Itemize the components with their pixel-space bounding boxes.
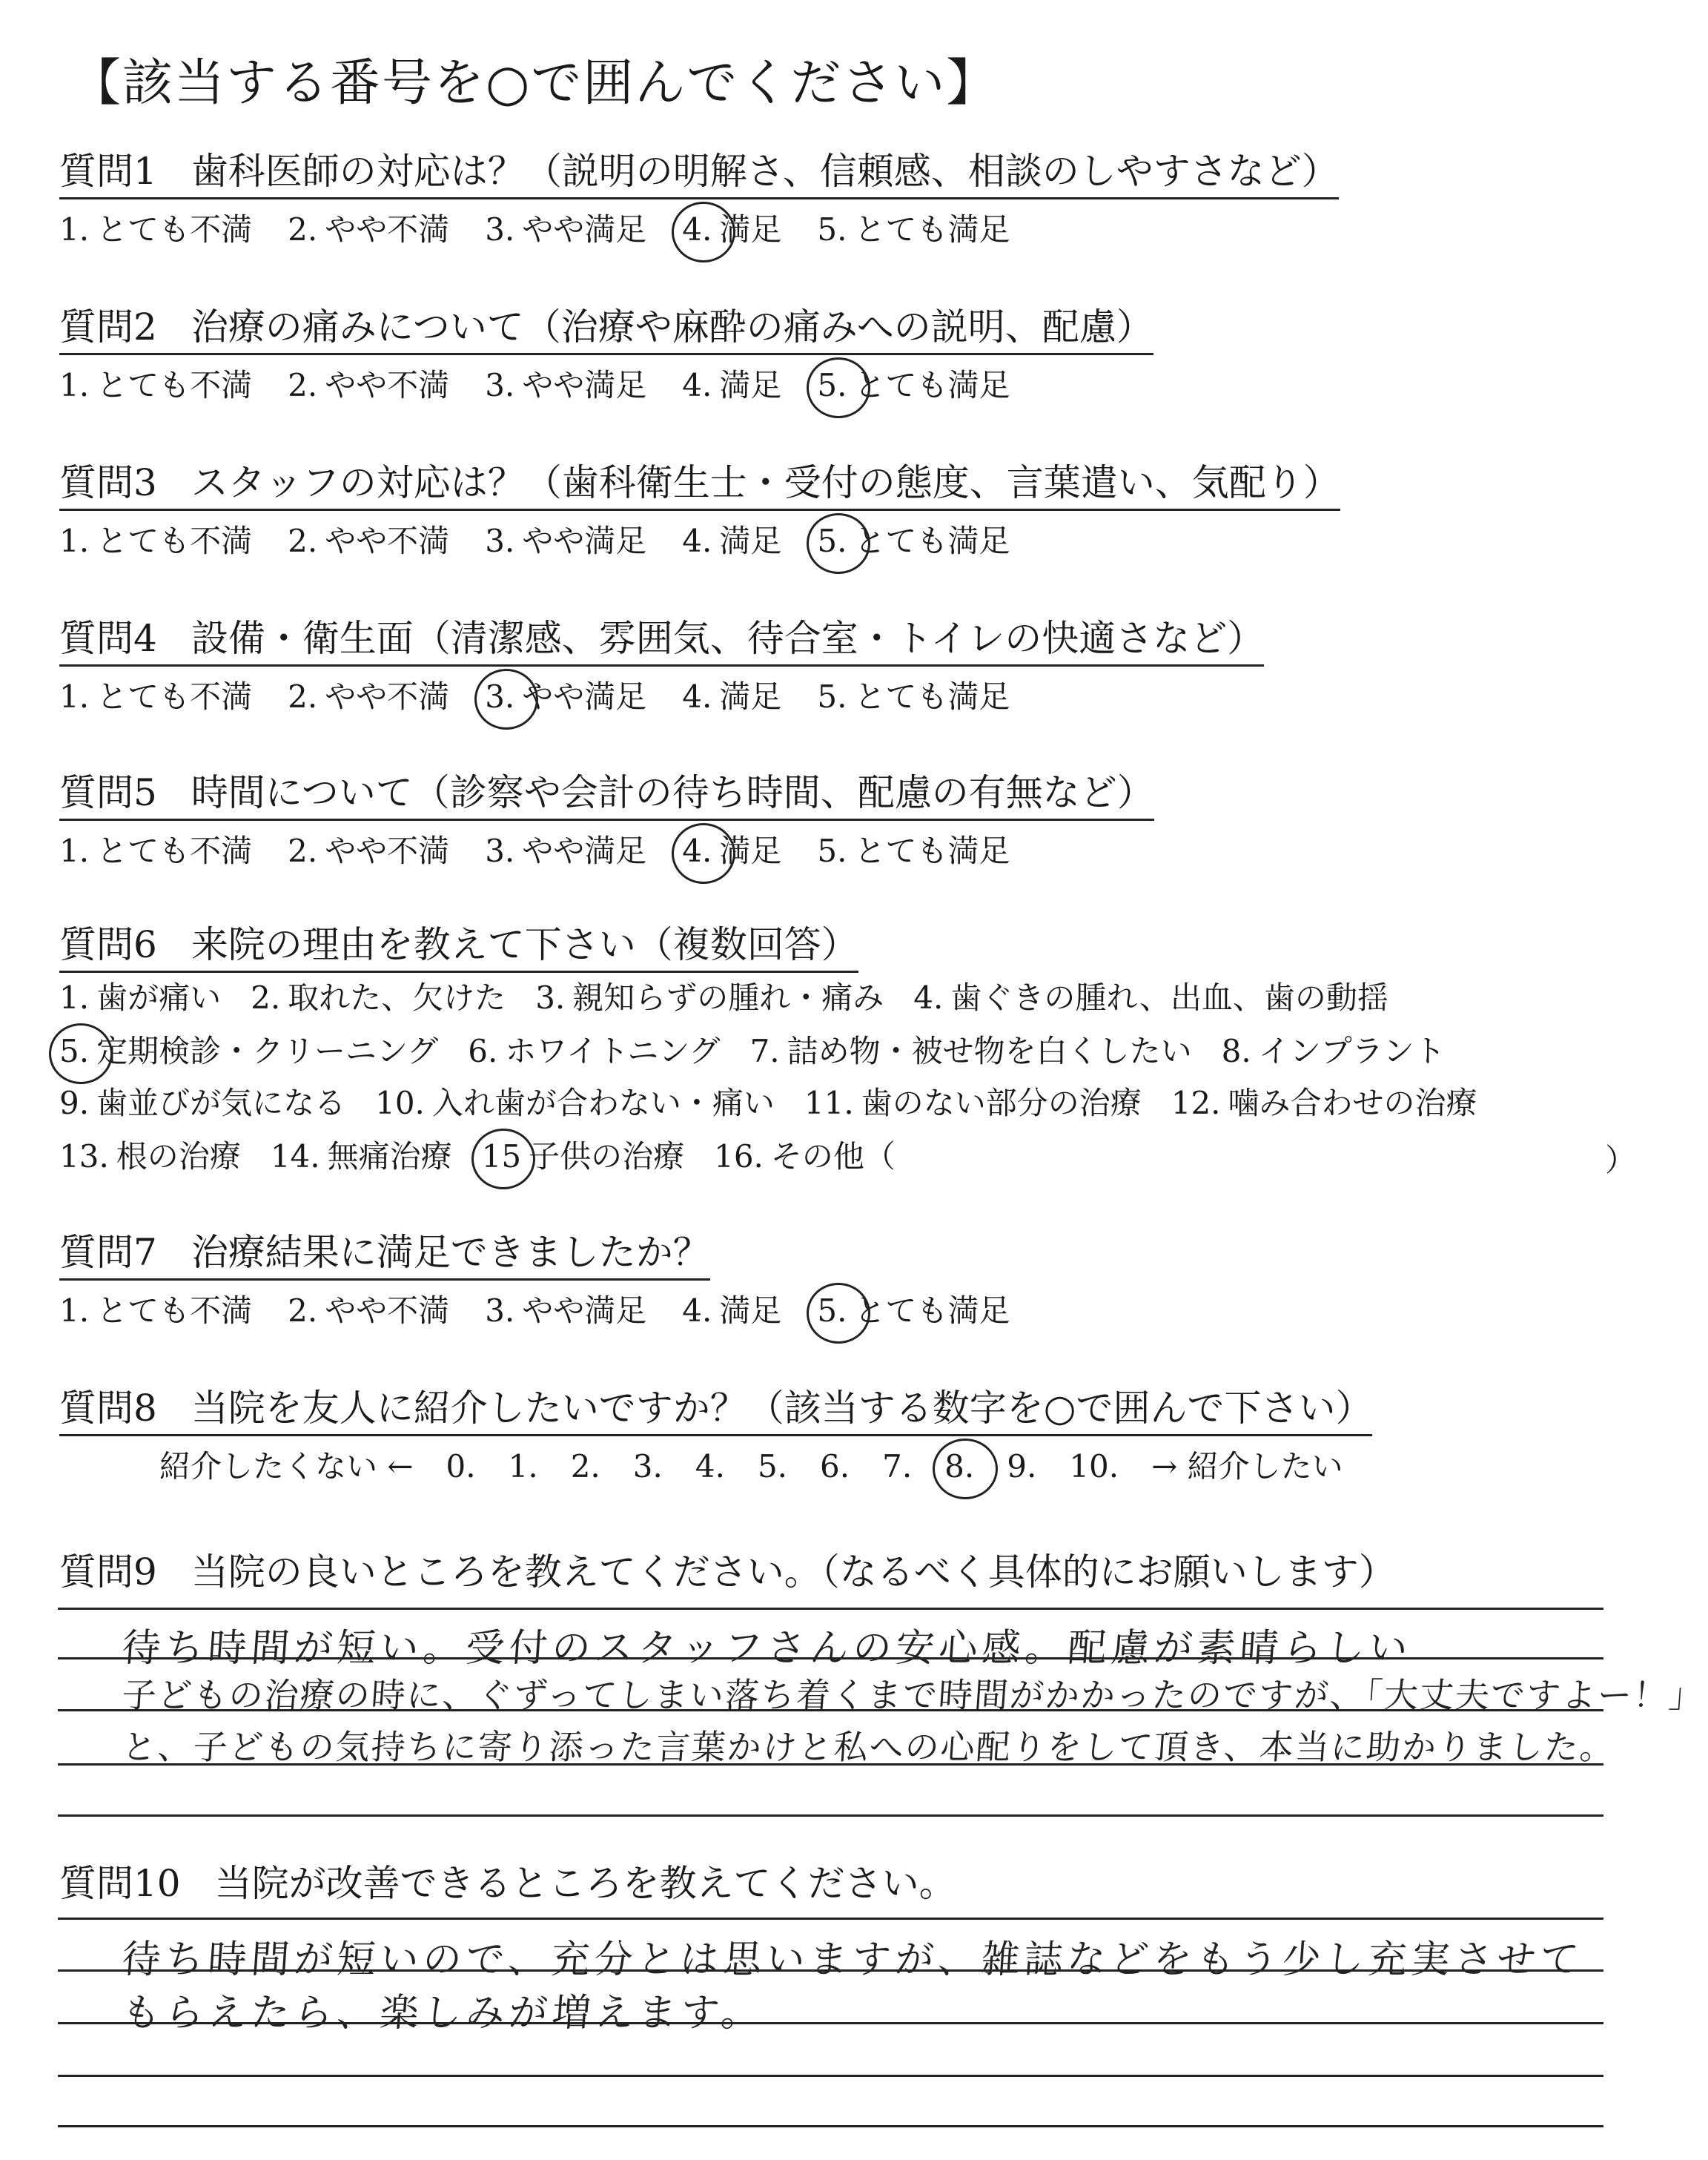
option-number: 4. — [682, 367, 712, 403]
option-number: 5. — [817, 678, 847, 715]
option-number: 16. — [714, 1138, 764, 1175]
question-6-label: 質問6 — [59, 923, 157, 966]
answer-option[interactable] — [59, 676, 252, 718]
option-number: 12. — [1171, 1085, 1221, 1121]
option-number: 15 — [482, 1136, 521, 1178]
scale-number[interactable]: 1. — [508, 1448, 538, 1484]
question-4-options — [59, 676, 1045, 718]
question-10-label: 質問10 — [59, 1862, 181, 1905]
option-label: やや不満 — [325, 833, 450, 869]
option-label: 親知らずの腫れ・痛み — [572, 980, 884, 1016]
answer-option[interactable] — [288, 209, 449, 251]
option-label: とても不満 — [96, 523, 253, 559]
reason-row — [59, 1031, 1475, 1072]
option-label: とても満足 — [854, 211, 1010, 248]
q9-answer-line-2: 子どもの治療の時に、ぐずってしまい落ち着くまで時間がかかったのですが、「大丈夫ですよー！」 — [120, 1675, 1706, 1715]
option-label: とても不満 — [96, 678, 253, 715]
question-7-heading — [59, 1229, 710, 1281]
answer-line — [58, 1814, 1603, 1817]
scale-number[interactable]: 8. — [944, 1446, 974, 1487]
answer-option[interactable] — [682, 521, 781, 562]
option-label: やや不満 — [325, 678, 450, 715]
reason-option[interactable] — [804, 1083, 1142, 1124]
option-label: 定期検診・クリーニング — [96, 1033, 439, 1069]
option-number: 3. — [485, 211, 515, 248]
option-label: とても満足 — [854, 833, 1010, 869]
option-number: 1. — [59, 523, 90, 559]
question-10-text: 当院が改善できるところを教えてください。 — [214, 1862, 956, 1905]
scale-right-label: → 紹介したい — [1151, 1448, 1343, 1484]
answer-option[interactable] — [288, 521, 449, 562]
option-number: 5. — [817, 1290, 847, 1332]
question-7-label: 質問7 — [59, 1231, 157, 1274]
option-label: 詰め物・被せ物を白くしたい — [787, 1033, 1192, 1069]
option-number: 5. — [817, 211, 847, 248]
option-label: やや不満 — [325, 1292, 450, 1329]
reason-option[interactable] — [271, 1136, 452, 1178]
option-label: やや満足 — [522, 523, 647, 559]
question-5-text: 時間について（診察や会計の待ち時間、配慮の有無など） — [191, 771, 1154, 814]
option-label: 歯が痛い — [96, 980, 222, 1016]
question-3-label: 質問3 — [59, 461, 157, 504]
question-5-options — [59, 830, 1045, 872]
option-label: 満足 — [719, 1292, 782, 1329]
reason-option[interactable] — [482, 1136, 684, 1178]
option-number: 1. — [59, 367, 90, 403]
reason-row — [59, 1083, 1507, 1124]
option-number: 5. — [59, 1031, 89, 1072]
answer-line — [58, 2075, 1603, 2077]
reason-option[interactable] — [59, 977, 221, 1019]
question-5-heading — [59, 770, 1154, 821]
question-1-label: 質問1 — [59, 150, 157, 193]
q9-answer-line-3: と、子どもの気持ちに寄り添った言葉かけと私への心配りをして頂き、本当に助かりました。 — [120, 1727, 1617, 1767]
question-4-heading — [59, 615, 1264, 667]
scale-number[interactable]: 3. — [632, 1448, 663, 1484]
option-number: 4. — [682, 678, 712, 715]
option-label: 満足 — [719, 833, 782, 869]
answer-option[interactable] — [817, 365, 1010, 406]
answer-line — [58, 1608, 1603, 1610]
option-number: 7. — [749, 1033, 780, 1069]
option-number: 13. — [59, 1138, 109, 1175]
answer-option[interactable] — [817, 830, 1010, 872]
option-number: 4. — [682, 830, 712, 872]
answer-option[interactable] — [59, 209, 252, 251]
question-3-heading — [59, 460, 1340, 511]
option-label: 歯並びが気になる — [96, 1085, 346, 1121]
q9-answer-line-1: 待ち時間が短い。受付のスタッフさんの安心感。配慮が素晴らしい — [120, 1626, 1414, 1671]
option-label: やや満足 — [522, 833, 647, 869]
question-8-heading — [59, 1385, 1372, 1436]
reason-option[interactable] — [1171, 1083, 1477, 1124]
scale-number[interactable]: 6. — [820, 1448, 850, 1484]
option-number: 1. — [59, 980, 90, 1016]
option-label: 取れた、欠けた — [288, 980, 506, 1016]
other-close-paren: ） — [1605, 1142, 1637, 1178]
question-10-heading — [59, 1854, 956, 1907]
question-8-text: 当院を友人に紹介したいですか？（該当する数字を○で囲んで下さい） — [191, 1387, 1373, 1430]
option-number: 1. — [59, 211, 90, 248]
option-label: とても不満 — [96, 211, 253, 248]
option-label: 歯のない部分の治療 — [861, 1085, 1142, 1121]
option-number: 2. — [288, 211, 318, 248]
option-label: とても不満 — [96, 833, 253, 869]
option-number: 4. — [682, 209, 712, 251]
option-number: 4. — [913, 980, 944, 1016]
scale-number[interactable]: 2. — [570, 1448, 600, 1484]
option-number: 6. — [468, 1033, 498, 1069]
answer-option[interactable] — [288, 1290, 449, 1332]
option-number: 2. — [288, 678, 318, 715]
option-number: 1. — [59, 1292, 90, 1329]
option-number: 2. — [251, 980, 281, 1016]
option-label: やや満足 — [522, 678, 647, 715]
scale-number[interactable]: 5. — [757, 1448, 788, 1484]
question-2-label: 質問2 — [59, 305, 157, 349]
reason-option[interactable] — [468, 1031, 720, 1072]
question-9-heading — [59, 1542, 1396, 1596]
answer-option[interactable] — [817, 1290, 1010, 1332]
option-label: インプラント — [1258, 1033, 1446, 1069]
option-label: とても満足 — [854, 678, 1010, 715]
option-number: 8. — [1221, 1033, 1251, 1069]
option-label: 入れ歯が合わない・痛い — [431, 1085, 775, 1121]
option-number: 4. — [682, 1292, 712, 1329]
page-title: 【該当する番号を○で囲んでください】 — [70, 54, 999, 113]
option-label: やや満足 — [522, 1292, 647, 1329]
option-number: 1. — [59, 833, 90, 869]
option-label: とても不満 — [96, 367, 253, 403]
option-label: とても満足 — [854, 1292, 1010, 1329]
scale-number[interactable]: 7. — [882, 1448, 913, 1484]
option-label: とても満足 — [854, 523, 1010, 559]
option-number: 10. — [375, 1085, 425, 1121]
question-2-heading — [59, 304, 1153, 355]
option-number: 11. — [804, 1085, 854, 1121]
answer-option[interactable] — [682, 1290, 781, 1332]
question-6-heading — [59, 922, 858, 973]
scale-number[interactable]: 9. — [1007, 1448, 1037, 1484]
answer-option[interactable] — [288, 365, 449, 406]
option-label: 歯ぐきの腫れ、出血、歯の動揺 — [950, 980, 1388, 1016]
answer-option[interactable] — [682, 209, 781, 251]
option-number: 14. — [270, 1138, 320, 1175]
question-8-label: 質問8 — [59, 1387, 157, 1430]
option-number: 2. — [288, 523, 318, 559]
option-number: 3. — [485, 833, 515, 869]
option-label: やや満足 — [522, 367, 647, 403]
answer-option[interactable] — [59, 1290, 252, 1332]
answer-option[interactable] — [59, 521, 252, 562]
answer-option[interactable] — [682, 676, 781, 718]
answer-option[interactable] — [817, 209, 1010, 251]
question-7-text: 治療結果に満足できましたか？ — [191, 1231, 710, 1274]
option-label: とても不満 — [96, 1292, 253, 1329]
option-label: やや不満 — [325, 367, 450, 403]
question-6-text: 来院の理由を教えて下さい（複数回答） — [191, 923, 858, 966]
option-number: 9. — [59, 1085, 90, 1121]
question-9-text: 当院の良いところを教えてください。（なるべく具体的にお願いします） — [191, 1550, 1396, 1593]
answer-option[interactable] — [485, 209, 646, 251]
scale-number[interactable]: 10. — [1069, 1448, 1119, 1484]
reason-option[interactable] — [59, 1083, 345, 1124]
answer-option[interactable] — [485, 1290, 646, 1332]
question-2-options — [59, 365, 1045, 406]
option-number: 3. — [535, 980, 566, 1016]
q10-answer-line-1: 待ち時間が短いので、充分とは思いますが、雑誌などをもう少し充実させて — [120, 1938, 1585, 1982]
option-label: とても満足 — [854, 367, 1010, 403]
answer-option[interactable] — [485, 521, 646, 562]
answer-option[interactable] — [485, 676, 646, 718]
question-4-label: 質問4 — [59, 617, 157, 660]
question-9-label: 質問9 — [59, 1550, 157, 1593]
answer-option[interactable] — [288, 830, 449, 872]
answer-option[interactable] — [817, 676, 1010, 718]
question-7-options — [59, 1290, 1045, 1332]
option-label: 満足 — [719, 678, 782, 715]
answer-option[interactable] — [485, 365, 646, 406]
answer-line — [58, 1918, 1603, 1920]
reason-row — [59, 1136, 925, 1178]
option-number: 2. — [288, 1292, 318, 1329]
reason-option[interactable] — [714, 1136, 896, 1178]
reason-option[interactable] — [375, 1083, 775, 1124]
reason-option[interactable] — [750, 1031, 1192, 1072]
option-label: やや満足 — [522, 211, 647, 248]
question-3-text: スタッフの対応は？（歯科衛生士・受付の態度、言葉遣い、気配り） — [191, 461, 1340, 504]
reason-option[interactable] — [1222, 1031, 1446, 1072]
option-label: やや不満 — [325, 523, 450, 559]
option-number: 3. — [485, 523, 515, 559]
q10-answer-line-2: もらえたら、楽しみが増えます。 — [120, 1991, 766, 2035]
option-number: 3. — [485, 367, 515, 403]
option-number: 1. — [59, 678, 90, 715]
answer-line — [58, 2125, 1603, 2127]
scale-number[interactable]: 0. — [446, 1448, 476, 1484]
answer-option[interactable] — [682, 365, 781, 406]
question-1-text: 歯科医師の対応は？（説明の明解さ、信頼感、相談のしやすさなど） — [191, 150, 1339, 193]
question-1-options — [59, 209, 1045, 251]
option-label: その他（ — [770, 1138, 896, 1175]
answer-option[interactable] — [288, 676, 449, 718]
option-number: 5. — [817, 521, 847, 562]
option-label: 満足 — [719, 523, 782, 559]
reason-option[interactable] — [913, 977, 1388, 1019]
option-number: 5. — [817, 365, 847, 406]
option-label: ホワイトニング — [505, 1033, 721, 1069]
option-label: やや不満 — [325, 211, 450, 248]
answer-option[interactable] — [59, 365, 252, 406]
reason-option[interactable] — [535, 977, 884, 1019]
question-3-options — [59, 521, 1045, 562]
reason-row — [59, 977, 1418, 1019]
answer-option[interactable] — [59, 830, 252, 872]
option-number: 3. — [485, 1292, 515, 1329]
option-number: 2. — [288, 367, 318, 403]
question-5-label: 質問5 — [59, 771, 157, 814]
reason-option[interactable] — [59, 1136, 241, 1178]
recommend-scale — [159, 1446, 1376, 1487]
option-label: 子供の治療 — [529, 1138, 685, 1175]
scale-number[interactable]: 4. — [695, 1448, 725, 1484]
option-label: 満足 — [719, 367, 782, 403]
option-label: 噛み合わせの治療 — [1228, 1085, 1477, 1121]
option-label: 満足 — [719, 211, 782, 248]
answer-option[interactable] — [817, 521, 1010, 562]
scale-left-label: 紹介したくない ← — [159, 1448, 414, 1484]
option-label: 無痛治療 — [327, 1138, 452, 1175]
question-1-heading — [59, 148, 1339, 199]
answer-option[interactable] — [682, 830, 781, 872]
reason-option[interactable] — [59, 1031, 438, 1072]
option-label: 根の治療 — [116, 1138, 241, 1175]
reason-option[interactable] — [251, 977, 506, 1019]
question-2-text: 治療の痛みについて（治療や麻酔の痛みへの説明、配慮） — [191, 305, 1153, 349]
option-number: 2. — [288, 833, 318, 869]
option-number: 3. — [485, 676, 514, 718]
answer-option[interactable] — [485, 830, 646, 872]
question-4-text: 設備・衛生面（清潔感、雰囲気、待合室・トイレの快適さなど） — [191, 617, 1265, 660]
option-number: 5. — [817, 833, 847, 869]
option-number: 4. — [682, 523, 712, 559]
